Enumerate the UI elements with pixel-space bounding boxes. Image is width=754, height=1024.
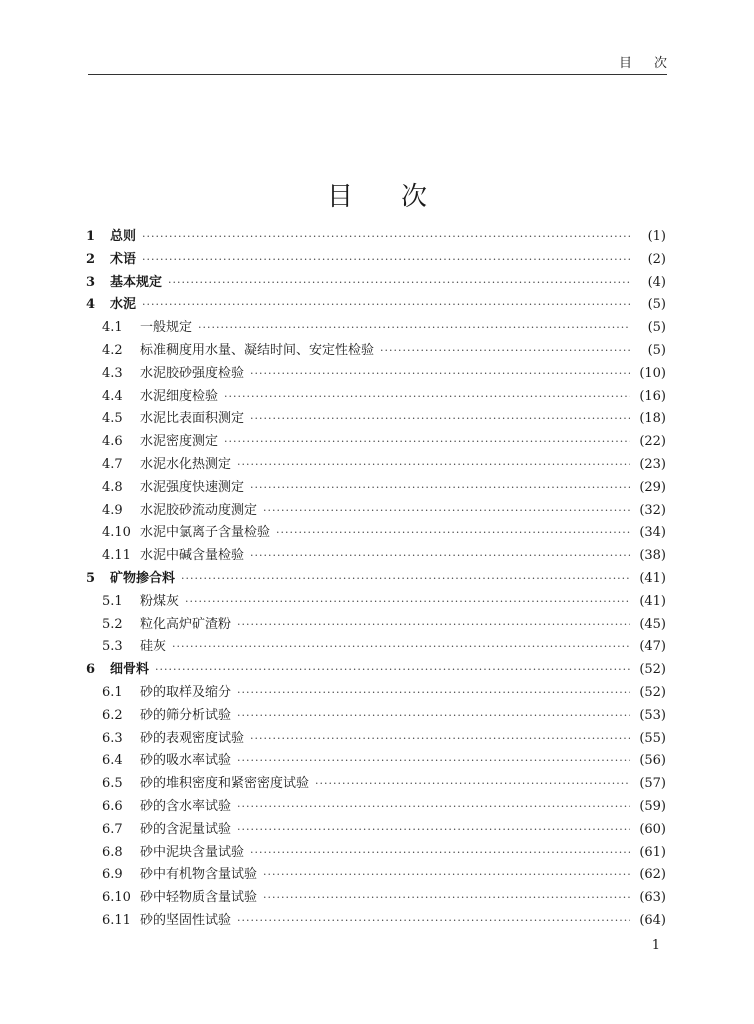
toc-entry-page: (38) — [639, 548, 666, 564]
toc-entry[interactable] — [86, 408, 666, 431]
toc-dot-leader — [250, 363, 630, 386]
running-header-title: 目次 — [618, 56, 689, 71]
toc-entry-label: 标准稠度用水量、凝结时间、安定性检验 — [140, 342, 375, 358]
toc-dot-leader — [250, 842, 630, 865]
toc-dot-leader — [237, 454, 630, 477]
toc-entry-label: 砂的含泥量试验 — [140, 821, 232, 837]
toc-entry-label: 砂中有机物含量试验 — [140, 867, 258, 883]
toc-entry-number: 6.2 — [102, 707, 123, 723]
toc-entry[interactable] — [86, 614, 666, 637]
toc-entry-number: 6.11 — [102, 912, 131, 928]
toc-entry-number: 4.3 — [102, 365, 123, 381]
toc-dot-leader — [185, 591, 630, 614]
toc-entry-number: 2 — [86, 251, 96, 267]
toc-entry[interactable] — [86, 431, 666, 454]
toc-entry-page: (53) — [639, 707, 666, 723]
toc-dot-leader — [237, 796, 630, 819]
toc-entry[interactable] — [86, 659, 666, 682]
toc-dot-leader — [224, 431, 630, 454]
toc-entry-label: 水泥胶砂流动度测定 — [140, 502, 258, 518]
table-of-contents — [86, 226, 666, 933]
toc-entry[interactable] — [86, 454, 666, 477]
toc-entry[interactable] — [86, 773, 666, 796]
toc-entry-label: 基本规定 — [110, 274, 163, 290]
toc-entry-label: 粉煤灰 — [140, 593, 180, 609]
toc-entry-number: 4.1 — [102, 320, 123, 336]
toc-dot-leader — [172, 636, 630, 659]
toc-entry-number: 3 — [86, 274, 96, 290]
toc-entry[interactable] — [86, 226, 666, 249]
toc-entry-page: (57) — [639, 776, 666, 792]
toc-entry-number: 4.2 — [102, 342, 123, 358]
toc-entry-page: (56) — [639, 753, 666, 769]
toc-entry[interactable] — [86, 796, 666, 819]
toc-entry-page: (59) — [639, 798, 666, 814]
toc-entry-label: 水泥细度检验 — [140, 388, 219, 404]
toc-entry-number: 6.7 — [102, 821, 123, 837]
toc-dot-leader — [250, 545, 630, 568]
toc-entry-page: (5) — [647, 320, 666, 336]
toc-entry-number: 4.6 — [102, 434, 123, 450]
toc-entry-number: 6.8 — [102, 844, 123, 860]
toc-entry-label: 细骨料 — [110, 662, 150, 678]
toc-entry-label: 矿物掺合料 — [110, 570, 176, 586]
toc-entry-number: 4.7 — [102, 456, 123, 472]
toc-entry-label: 水泥 — [110, 297, 137, 313]
toc-entry-page: (16) — [639, 388, 666, 404]
toc-entry[interactable] — [86, 363, 666, 386]
toc-entry-label: 术语 — [110, 251, 137, 267]
toc-entry-page: (18) — [639, 411, 666, 427]
toc-entry-label: 砂中轻物质含量试验 — [140, 890, 258, 906]
toc-entry-page: (34) — [639, 525, 666, 541]
toc-entry-number: 6.6 — [102, 798, 123, 814]
toc-entry-page: (5) — [647, 342, 666, 358]
toc-entry-number: 4.4 — [102, 388, 123, 404]
toc-dot-leader — [250, 408, 630, 431]
toc-entry-number: 4.9 — [102, 502, 123, 518]
toc-entry-page: (22) — [639, 434, 666, 450]
toc-dot-leader — [142, 226, 630, 249]
toc-dot-leader — [250, 728, 630, 751]
toc-entry-number: 1 — [86, 229, 96, 244]
toc-entry-page: (55) — [639, 730, 666, 746]
toc-entry-page: (29) — [639, 479, 666, 495]
toc-entry[interactable] — [86, 728, 666, 751]
toc-entry-page: (5) — [647, 297, 666, 313]
toc-entry-page: (23) — [639, 456, 666, 472]
toc-dot-leader — [237, 705, 630, 728]
toc-dot-leader — [250, 477, 630, 500]
running-header — [88, 52, 689, 75]
toc-entry-page: (63) — [639, 890, 666, 906]
toc-entry-number: 6.5 — [102, 776, 123, 792]
toc-entry-page: (10) — [639, 365, 666, 381]
toc-dot-leader — [263, 887, 630, 910]
toc-entry[interactable] — [86, 864, 666, 887]
toc-dot-leader — [237, 819, 630, 842]
toc-entry[interactable] — [86, 705, 666, 728]
toc-entry-number: 6.1 — [102, 684, 123, 700]
toc-entry[interactable] — [86, 887, 666, 910]
toc-dot-leader — [380, 340, 630, 363]
toc-dot-leader — [142, 249, 630, 272]
toc-entry[interactable] — [86, 477, 666, 500]
page-number: 1 — [651, 938, 660, 953]
toc-entry-number: 4.5 — [102, 411, 123, 427]
toc-dot-leader — [276, 522, 630, 545]
toc-entry-number: 6.10 — [102, 890, 131, 906]
page-title: 目次 — [326, 182, 475, 212]
toc-entry-label: 硅灰 — [140, 639, 167, 655]
toc-entry[interactable] — [86, 568, 666, 591]
toc-dot-leader — [155, 659, 630, 682]
toc-entry[interactable] — [86, 386, 666, 409]
toc-entry-label: 砂的含水率试验 — [140, 798, 232, 814]
toc-entry-label: 水泥密度测定 — [140, 434, 219, 450]
toc-entry-number: 5.1 — [102, 593, 123, 609]
toc-entry-page: (64) — [639, 912, 666, 928]
toc-entry-label: 水泥中氯离子含量检验 — [140, 525, 271, 541]
toc-dot-leader — [237, 614, 630, 637]
toc-entry[interactable] — [86, 750, 666, 773]
toc-entry-page: (2) — [647, 251, 666, 267]
toc-entry[interactable] — [86, 522, 666, 545]
toc-entry-label: 水泥强度快速测定 — [140, 479, 245, 495]
toc-entry-page: (41) — [639, 593, 666, 609]
toc-entry-label: 砂的筛分析试验 — [140, 707, 232, 723]
toc-entry-label: 砂的坚固性试验 — [140, 912, 232, 928]
toc-entry-number: 5.2 — [102, 616, 123, 632]
toc-dot-leader — [224, 386, 630, 409]
toc-dot-leader — [142, 294, 630, 317]
toc-entry-page: (1) — [647, 229, 666, 244]
toc-entry-label: 砂的吸水率试验 — [140, 753, 232, 769]
toc-dot-leader — [181, 568, 630, 591]
toc-entry[interactable] — [86, 591, 666, 614]
toc-entry-page: (61) — [639, 844, 666, 860]
toc-dot-leader — [237, 682, 630, 705]
toc-entry-number: 4.11 — [102, 548, 131, 564]
toc-entry-number: 6.4 — [102, 753, 123, 769]
toc-entry-page: (60) — [639, 821, 666, 837]
toc-entry-label: 砂的取样及缩分 — [140, 684, 232, 700]
toc-entry-number: 5 — [86, 570, 96, 586]
toc-entry-label: 水泥胶砂强度检验 — [140, 365, 245, 381]
toc-entry-number: 5.3 — [102, 639, 123, 655]
toc-dot-leader — [263, 500, 630, 523]
toc-entry-label: 砂的表观密度试验 — [140, 730, 245, 746]
toc-entry[interactable] — [86, 317, 666, 340]
toc-entry-label: 一般规定 — [140, 320, 193, 336]
toc-entry-number: 6.9 — [102, 867, 123, 883]
toc-entry-page: (32) — [639, 502, 666, 518]
toc-entry-page: (4) — [647, 274, 666, 290]
toc-entry-page: (52) — [639, 684, 666, 700]
toc-entry-label: 水泥比表面积测定 — [140, 411, 245, 427]
toc-entry-page: (47) — [639, 639, 666, 655]
toc-entry[interactable] — [86, 545, 666, 568]
toc-entry-label: 水泥中碱含量检验 — [140, 548, 245, 564]
toc-entry[interactable] — [86, 294, 666, 317]
toc-entry-label: 总则 — [110, 229, 137, 244]
toc-entry[interactable] — [86, 272, 666, 295]
toc-entry-label: 粒化高炉矿渣粉 — [140, 616, 232, 632]
toc-dot-leader — [168, 272, 630, 295]
toc-entry-number: 4.10 — [102, 525, 131, 541]
toc-entry-number: 4 — [86, 297, 96, 313]
toc-entry-page: (41) — [639, 570, 666, 586]
toc-dot-leader — [237, 910, 630, 933]
toc-dot-leader — [315, 773, 630, 796]
toc-entry[interactable] — [86, 500, 666, 523]
toc-entry-label: 砂中泥块含量试验 — [140, 844, 245, 860]
toc-entry-label: 砂的堆积密度和紧密密度试验 — [140, 776, 310, 792]
toc-dot-leader — [263, 864, 630, 887]
toc-entry-number: 6.3 — [102, 730, 123, 746]
toc-entry[interactable] — [86, 819, 666, 842]
toc-entry-page: (45) — [639, 616, 666, 632]
toc-entry[interactable] — [86, 249, 666, 272]
toc-entry-number: 4.8 — [102, 479, 123, 495]
toc-entry-number: 6 — [86, 662, 96, 678]
toc-entry-page: (52) — [639, 662, 666, 678]
toc-entry[interactable] — [86, 682, 666, 705]
toc-dot-leader — [237, 750, 630, 773]
toc-entry[interactable] — [86, 842, 666, 865]
toc-entry[interactable] — [86, 910, 666, 933]
toc-entry-label: 水泥水化热测定 — [140, 456, 232, 472]
toc-entry-page: (62) — [639, 867, 666, 883]
toc-entry[interactable] — [86, 340, 666, 363]
toc-dot-leader — [198, 317, 630, 340]
toc-entry[interactable] — [86, 636, 666, 659]
